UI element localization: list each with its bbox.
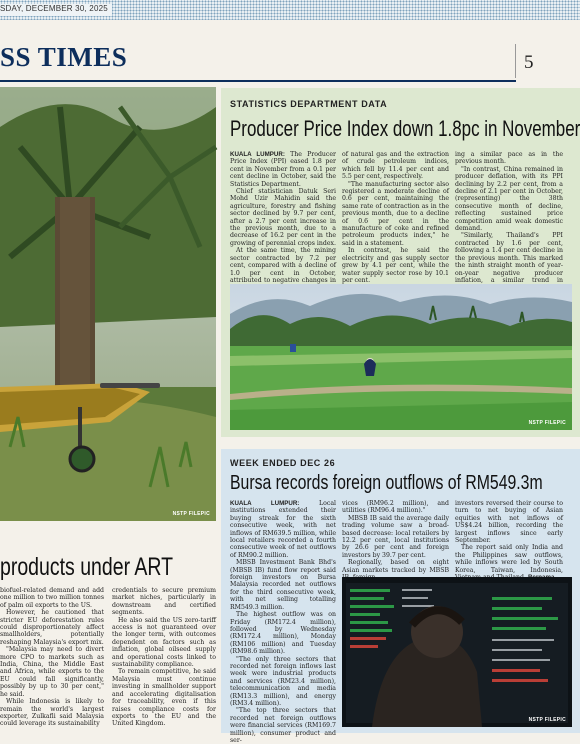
paddy-field-photo — [230, 284, 572, 430]
ppi-kicker: STATISTICS DEPARTMENT DATA — [230, 99, 388, 109]
paragraph: biofuel-related demand and add one million to two million tonnes of palm oil exports to the US. — [0, 587, 104, 609]
paragraph: Regionally, based on eight Asian markets tracked by MBSB — [342, 559, 449, 574]
palm-plantation-photo — [0, 87, 216, 521]
story-dateline: KUALA LUMPUR: — [230, 151, 285, 158]
left-story-body — [0, 587, 216, 733]
paragraph: MBSB Investment Bank Bhd's (MBSB IB) fund flow report said foreign investors on Bursa Malaysia recorded net outflows for the third consecutive week, with net selling totalling RM549.3 million. — [230, 559, 336, 611]
paragraph-text: The Producer Price Index (PPI) eased 1.8 per cent in November from a 0.1 per cent decline in October, said the Statistics Department. — [230, 151, 337, 188]
page-number: 5 — [524, 52, 534, 73]
ppi-col-3 — [455, 151, 563, 287]
bursa-col-2 — [342, 500, 449, 580]
paragraph: "The only three sectors that recorded net foreign inflows last week were industrial products and services (RM23.4 million), telecommunication and media (RM13.3 million), and energy (RM3.4 million). — [230, 655, 336, 707]
story-dateline: KUALA LUMPUR: — [230, 500, 300, 507]
paragraph: He also said the US zero-tariff access is not guaranteed over the longer term, with outcomes dependent on factors such as inflation, global oilseed supply and operational costs linked to sustainability compliance. — [112, 616, 216, 669]
paragraph — [230, 500, 336, 559]
paragraph: While Indonesia is likely to remain the world's largest exporter, Zulkafli said Malaysia could leverage its sustainability — [0, 698, 104, 728]
masthead: SS TIMES — [0, 42, 128, 72]
ppi-story-body — [230, 151, 563, 287]
paragraph: However, he cautioned that stricter EU deforestation rules could disproportionately affect smallholders, potentially reshaping Malaysia's export mix. — [0, 609, 104, 646]
paragraph: The highest outflow was on Friday (RM172.4 million), followed by Wednesday (RM172.4 million), Monday (RM106 million) and Tuesday (RM98.6 million). — [230, 611, 336, 656]
paragraph: "Malaysia may need to divert more CPO to markets such as India, China, the Middle East and Africa, while exports to the EU could fall significantly, possibly by up to 30 per cent," he said. — [0, 646, 104, 698]
ppi-headline: Producer Price Index down 1.8pc in November — [230, 116, 580, 141]
paragraph: "The manufacturing sector also registered a moderate decline of 0.6 per cent, maintaining the same rate of contraction as in the previous month, due to a decline of 0.6 per cent in the manufacture of coke and refined petroleum products index," he said in a statement. — [342, 180, 449, 247]
paragraph — [455, 544, 563, 581]
paragraph: vices (RM96.2 million), and utilities (RM96.4 million)." — [342, 500, 449, 515]
paragraph: of natural gas and the extraction of crude petroleum indices, which fell by 11.4 per cent and 5.5 per cent, respectively. — [342, 151, 449, 181]
bursa-col-1 — [230, 500, 337, 744]
left-story-col-2 — [112, 587, 216, 733]
paragraph — [230, 151, 336, 188]
ppi-story-panel — [221, 88, 580, 437]
stock-screen-illustration — [342, 577, 572, 727]
paragraph-text: The report said only India and the Philippines saw outflows, while inflows were led by South Korea, Taiwan, Indonesia, — [455, 544, 563, 574]
bursa-kicker: WEEK ENDED DEC 26 — [230, 458, 336, 468]
paragraph: "In contrast, China remained in producer deflation, with its PPI declining by 2.2 per cent, from a decline of 2.1 per cent in October, (representing) the 38th consecutive month of decline, reflecting sustained price competition amid weak domestic demand. — [455, 165, 563, 233]
bursa-col-3 — [455, 500, 563, 580]
stock-screen-photo — [342, 577, 572, 727]
paragraph — [455, 232, 563, 291]
bursa-headline: Bursa records foreign outflows of RM549.3m — [230, 472, 543, 494]
left-story-headline: products under ART — [0, 553, 174, 581]
paragraph: To remain competitive, he said Malaysia must continue investing in smallholder support and accelerating digitalisation for traceability, even if this raises compliance costs for exports to the EU and the United Kingdom. — [112, 668, 216, 728]
paragraph: investors reversed their course to turn to net buying of Asian equities with net inflows of US$4.24 billion, recording the largest inflows since early September. — [455, 500, 563, 545]
left-story-col-1 — [0, 587, 104, 733]
paragraph: At the same time, the mining sector contracted by 7.2 per cent, compared with a decline of 1.0 per cent in October, attributed to negative changes in — [230, 247, 336, 284]
masthead-divider — [515, 44, 516, 78]
paragraph-text: Local institutions extended their buying streak for the sixth consecutive week, with net inflows of RM639.5 million, while local retailers recorded a fourth consecutive week of net outflows of RM90.2 million. — [230, 500, 337, 559]
photo-credit: NSTP FILEPIC — [528, 420, 566, 426]
paragraph: ing a similar pace as in the previous month. — [455, 151, 563, 166]
ppi-col-1 — [230, 151, 336, 287]
paragraph: MBSB IB said the average daily trading volume saw a broad-based decrease: local retailers by 12.2 per cent, local institutions by 26.6 per cent and foreign investors by 39.7 per cent. — [342, 514, 449, 559]
paragraph: Chief statistician Datuk Seri Mohd Uzir Mahidin said the agriculture, forestry and fishing sector declined by 9.7 per cent, after a 2.7 per cent increase in the previous month, due to a decrease of 16.2 per cent in the growing of perennial crops index. — [230, 188, 336, 247]
issue-dateline: SDAY, DECEMBER 30, 2025 — [0, 4, 112, 16]
photo-credit: NSTP FILEPIC — [172, 511, 210, 517]
masthead-rule — [0, 80, 516, 82]
paragraph: In contrast, he said the electricity and gas supply sector grew by 4.1 per cent, while the water supply sector rose by 10.1 per cent. — [342, 247, 449, 284]
paddy-field-illustration — [230, 284, 572, 430]
paragraph: "The top three sectors that recorded net foreign outflows were financial services (RM169.7 million), consumer product and ser- — [230, 707, 336, 744]
palm-plantation-illustration — [0, 87, 216, 521]
paragraph-text: "Similarly, Thailand's PPI contracted by 1.6 per cent, following a 1.4 per cent decline in the previous month. This marked the ninth straight month of year-on-year negative producer inflation, a similar trend in — [455, 232, 563, 284]
photo-credit: NSTP FILEPIC — [528, 717, 566, 723]
bursa-story-panel — [221, 449, 580, 744]
ppi-col-2 — [342, 151, 449, 287]
paragraph: credentials to secure premium market niches, particularly in downstream and certified segments. — [112, 587, 216, 617]
